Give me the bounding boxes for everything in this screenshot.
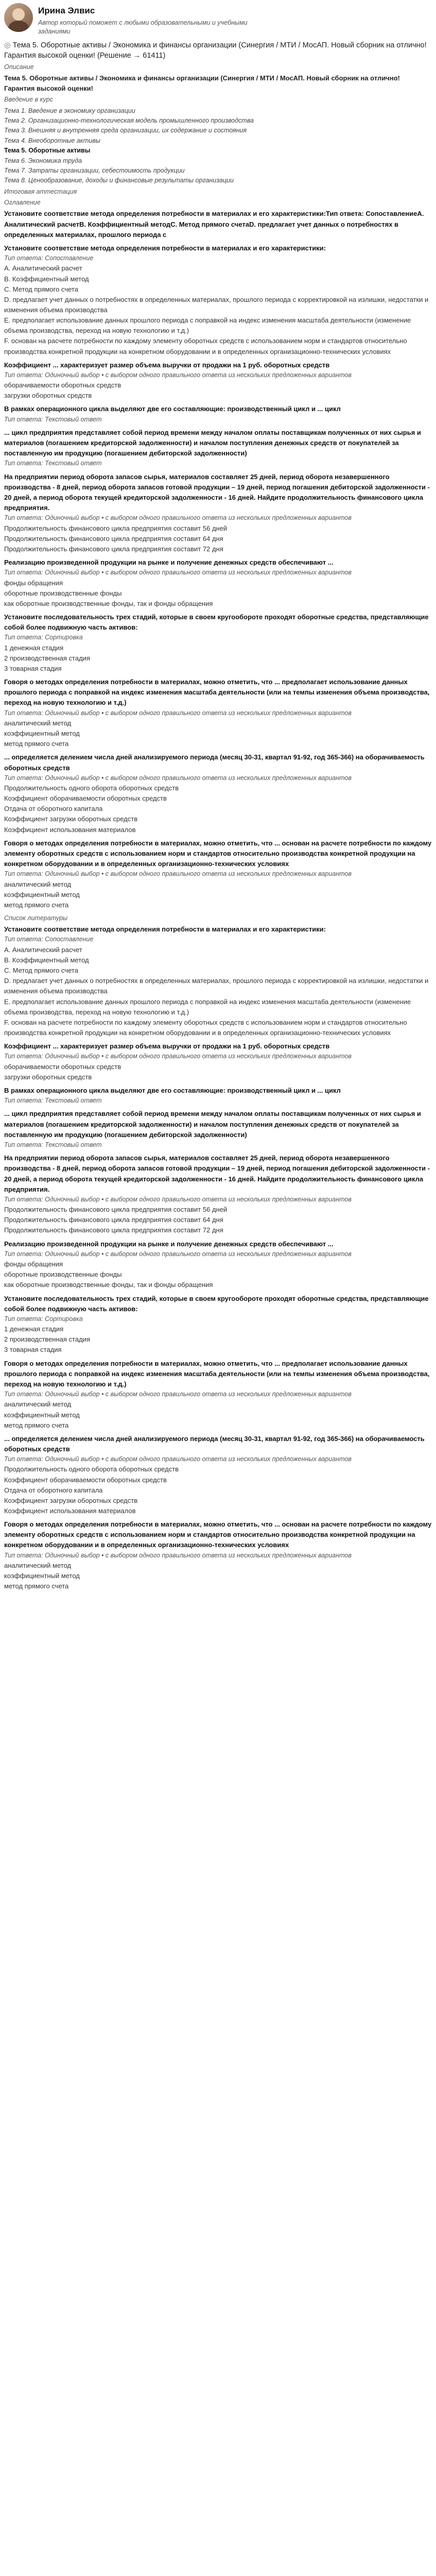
task-question: Говоря о методах определения потребности в материалах, можно отметить, что ... предполагает использование данных прошлого периода с поправкой на индекс изменения масштаба деятельности (или на темпы изменения объема производства, переход на новую технологию и т.д.) [4, 1359, 430, 1388]
page-title-text: Тема 5. Оборотные активы / Экономика и финансы организации (Синергия / МТИ / МосАП. Новый сборник на отлично! Гарантия высокой оценки! (Решение → 61411) [4, 41, 427, 60]
task-option: аналитический метод [4, 880, 72, 888]
task-answer-type: Тип ответа: Одиночный выбор • с выбором одного правильного ответа из нескольких предложенных вариантов [4, 774, 352, 782]
task-answer-type: Тип ответа: Текстовый ответ [4, 415, 102, 423]
task-block [4, 1239, 432, 1291]
task-option: как оборотные производственные фонды, так и фонды обращения [4, 1281, 213, 1289]
task-answer-type: Тип ответа: Сортировка [4, 634, 83, 641]
task-answer-type: Тип ответа: Одиночный выбор • с выбором одного правильного ответа из нескольких предложенных вариантов [4, 709, 352, 717]
task-option: коэффициентный метод [4, 730, 80, 738]
literature-label: Список литературы [4, 914, 68, 922]
task-block [4, 557, 432, 609]
task-option: метод прямого счета [4, 1582, 69, 1590]
task-answer-type: Тип ответа: Одиночный выбор • с выбором одного правильного ответа из нескольких предложенных вариантов [4, 1551, 352, 1559]
task-block [4, 1041, 432, 1082]
task-option: коэффициентный метод [4, 1411, 80, 1419]
task-option: Продолжительность одного оборота оборотных средств [4, 784, 179, 792]
task-question: ... цикл предприятия представляет собой период времени между началом оплаты поставщикам полученных от них сырья и материалов (погашением кредиторской задолженности) и началом поступления денежных средств от покупателей за поставленную им продукцию (погашением дебиторской задолженности) [4, 428, 421, 457]
task-option: Продолжительность финансового цикла предприятия составит 64 дня [4, 1216, 223, 1224]
task-option: Продолжительность финансового цикла предприятия составит 56 дней [4, 524, 228, 532]
task-option: 2 производственная стадия [4, 654, 90, 662]
repeat-title: Тема 5. Оборотные активы / Экономика и финансы организации (Синергия / МТИ / МосАП. Новый сборник на отлично! Гарантия высокой оценки! [4, 74, 400, 93]
topic-item[interactable]: Тема 6. Экономика труда [4, 157, 82, 164]
task-option: A. Аналитический расчет [4, 945, 82, 954]
task-option: загрузки оборотных средств [4, 392, 92, 400]
task-option: метод прямого счета [4, 740, 69, 748]
task-option: как оборотные производственные фонды, так и фонды обращения [4, 599, 213, 607]
task-option: Коэффициент оборачиваемости оборотных средств [4, 1476, 167, 1484]
author-card [4, 3, 432, 36]
task-question: ... определяется делением числа дней анализируемого периода (месяц 30-31, квартал 91-92, год 365-366) на оборачиваемость оборотных средств [4, 1434, 425, 1453]
topic-list [4, 106, 432, 186]
task-answer-type: Тип ответа: Одиночный выбор • с выбором одного правильного ответа из нескольких предложенных вариантов [4, 569, 352, 577]
task-block [4, 752, 432, 835]
task-option: Коэффициент использования материалов [4, 825, 136, 834]
task-option: Продолжительность финансового цикла предприятия составит 64 дня [4, 534, 223, 543]
task-block [4, 1434, 432, 1516]
task-block [4, 677, 432, 749]
task-option: аналитический метод [4, 1561, 72, 1569]
task-option: метод прямого счета [4, 901, 69, 909]
task-answer-type: Тип ответа: Одиночный выбор • с выбором одного правильного ответа из нескольких предложенных вариантов [4, 514, 352, 522]
task-answer-type: Тип ответа: Одиночный выбор • с выбором одного правильного ответа из нескольких предложенных вариантов [4, 1455, 352, 1463]
task-question: Установите последовательность трех стадий, которые в своем кругообороте проходят оборотные средства, представляющие собой более подвижную часть активов: [4, 1294, 429, 1313]
task-question: Говоря о методах определения потребности в материалах, можно отметить, что ... основан на расчете потребности по каждому элементу оборотных средств с использованием норм и стандартов относительно производства конкретной продукции на конкретном оборудовании и в определенных организационно-технических условиях [4, 1520, 432, 1549]
task-question: На предприятии период оборота запасов сырья, материалов составляет 25 дней, период оборота незавершенного производства - 8 дней, период оборота запасов готовой продукции – 19 дней, период погашения дебиторской задолженности - 20 дней, а период оборота текущей кредиторской задолженности - 16 дней. Найдите продолжительность финансового цикла предприятия. [4, 1154, 430, 1193]
task-option: метод прямого счета [4, 1421, 69, 1429]
task-block [4, 838, 432, 910]
task-answer-type: Тип ответа: Сопоставление [4, 255, 94, 262]
task-option: C. Метод прямого счета [4, 285, 78, 293]
task-option: Коэффициент оборачиваемости оборотных средств [4, 794, 167, 803]
task-block [4, 1519, 432, 1591]
topic-item[interactable]: Тема 7. Затраты организации, себестоимость продукции [4, 166, 185, 174]
task-answer-type: Тип ответа: Текстовый ответ [4, 1141, 102, 1148]
task-block [4, 1109, 432, 1150]
topic-item[interactable]: Тема 8. Ценообразование, доходы и финансовые результаты организации [4, 177, 234, 184]
task-question: Установите соответствие метода определения потребности в материалах и его характеристики: [4, 925, 326, 934]
topic-item[interactable]: Тема 5. Оборотные активы [4, 147, 91, 155]
topic-item[interactable]: Тема 3. Внешняя и внутренняя среда организации, их содержание и состояния [4, 127, 247, 134]
task-option: 1 денежная стадия [4, 643, 64, 652]
task-answer-type: Тип ответа: Одиночный выбор • с выбором одного правильного ответа из нескольких предложенных вариантов [4, 1053, 352, 1060]
task-block [4, 1359, 432, 1431]
task-block [4, 472, 432, 554]
task-question: Говоря о методах определения потребности в материалах, можно отметить, что ... предполагает использование данных прошлого периода с поправкой на индекс изменения масштаба деятельности (или на темпы изменения объема производства, переход на новую технологию и т.д.) [4, 678, 430, 707]
task-question: ... цикл предприятия представляет собой период времени между началом оплаты поставщикам полученных от них сырья и материалов (погашением кредиторской задолженности) и началом поступления денежных средств от покупателей за поставленную им продукцию (погашением дебиторской задолженности) [4, 1110, 421, 1139]
task-option: аналитический метод [4, 719, 72, 727]
task-answer-type: Тип ответа: Одиночный выбор • с выбором одного правильного ответа из нескольких предложенных вариантов [4, 870, 352, 878]
task-option: фонды обращения [4, 579, 63, 587]
toc-label: Оглавление [4, 199, 41, 207]
task-option: 3 товарная стадия [4, 1346, 62, 1354]
task-answer-type: Тип ответа: Одиночный выбор • с выбором одного правильного ответа из нескольких предложенных вариантов [4, 1195, 352, 1203]
footer-spacer [4, 1595, 432, 1598]
task-answer-type: Тип ответа: Сортировка [4, 1315, 83, 1323]
task-question: В рамках операционного цикла выделяют две его составляющие: производственный цикл и ... цикл [4, 405, 341, 413]
intro-label: Введение в курс [4, 96, 53, 104]
task-option: фонды обращения [4, 1260, 63, 1268]
task-option: Коэффициент загрузки оборотных средств [4, 1496, 138, 1504]
author-info [38, 3, 254, 36]
task-answer-type: Тип ответа: Одиночный выбор • с выбором одного правильного ответа из нескольких предложенных вариантов [4, 1391, 352, 1398]
task-option: загрузки оборотных средств [4, 1073, 92, 1081]
task-block [4, 209, 432, 240]
task-answer-type: Тип ответа: Текстовый ответ [4, 1097, 102, 1105]
task-question: Реализацию произведенной продукции на рынке и получение денежных средств обеспечивают ... [4, 1240, 334, 1248]
task-option: коэффициентный метод [4, 890, 80, 899]
task-option: E. предполагает использование данных прошлого периода с поправкой на индекс изменения масштаба деятельности (изменение объема производства, переход на новую технологию и т.д.) [4, 316, 411, 335]
task-option: Отдача от оборотного капитала [4, 1486, 103, 1494]
task-block [4, 1294, 432, 1355]
task-option: оборачиваемости оборотных средств [4, 381, 121, 389]
description-label: Описание [4, 63, 34, 71]
task-block [4, 924, 432, 1038]
author-description: Автор который поможет с любыми образовательными и учебными заданиями [38, 19, 248, 36]
task-option: C. Метод прямого счета [4, 967, 78, 975]
task-list-b [4, 924, 432, 1591]
task-block [4, 360, 432, 401]
task-block [4, 1086, 432, 1106]
topic-item[interactable]: Тема 1. Введение в экономику организации [4, 107, 135, 114]
task-option: D. предлагает учет данных о потребностях в определенных материалах, прошлого периода с корректировкой на излишки, недостатки и изменения объема производства [4, 977, 429, 995]
page-title [4, 40, 432, 61]
avatar[interactable] [4, 3, 33, 32]
task-option: B. Коэффициентный метод [4, 275, 89, 283]
target-icon: ◎ [4, 41, 11, 50]
task-answer-type: Тип ответа: Сопоставление [4, 936, 94, 943]
task-option: B. Коэффициентный метод [4, 956, 89, 964]
task-option: Продолжительность финансового цикла предприятия составит 72 дня [4, 1226, 223, 1234]
task-question: В рамках операционного цикла выделяют две его составляющие: производственный цикл и ... цикл [4, 1086, 341, 1094]
task-block [4, 404, 432, 425]
task-question: Установите соответствие метода определения потребности в материалах и его характеристики:Тип ответа: СопоставлениеA. Аналитический расчетB. Коэффициентный методC. Метод прямого счетаD. предлагает учет данных о потребностях в определенных материалах, прошлого периода с [4, 210, 424, 239]
task-option: аналитический метод [4, 1400, 72, 1409]
task-question: Коэффициент ... характеризует размер объема выручки от продажи на 1 руб. оборотных средств [4, 361, 330, 369]
task-option: оборотные производственные фонды [4, 1270, 122, 1279]
task-option: D. предлагает учет данных о потребностях в определенных материалах, прошлого периода с корректировкой на излишки, недостатки и изменения объема производства [4, 295, 429, 314]
task-block [4, 612, 432, 674]
task-option: Продолжительность финансового цикла предприятия составит 72 дня [4, 545, 223, 553]
task-option: F. основан на расчете потребности по каждому элементу оборотных средств с использованием норм и стандартов относительно производства конкретной продукции на конкретном оборудовании и в определенных организационно-технических условиях [4, 337, 407, 355]
task-option: Коэффициент загрузки оборотных средств [4, 815, 138, 823]
task-option: Продолжительность одного оборота оборотных средств [4, 1465, 179, 1473]
task-option: 2 производственная стадия [4, 1335, 90, 1344]
task-block [4, 1153, 432, 1235]
author-name[interactable]: Ирина Элвис [38, 6, 95, 15]
task-question: Установите соответствие метода определения потребности в материалах и его характеристики: [4, 244, 326, 252]
task-answer-type: Тип ответа: Текстовый ответ [4, 460, 102, 467]
task-option: оборотные производственные фонды [4, 589, 122, 597]
task-option: коэффициентный метод [4, 1572, 80, 1580]
task-question: Реализацию произведенной продукции на рынке и получение денежных средств обеспечивают ... [4, 558, 334, 567]
task-option: Отдача от оборотного капитала [4, 805, 103, 813]
task-option: Коэффициент использования материалов [4, 1507, 136, 1515]
task-question: Коэффициент ... характеризует размер объема выручки от продажи на 1 руб. оборотных средств [4, 1042, 330, 1050]
task-option: 3 товарная стадия [4, 665, 62, 673]
final-label: Итоговая аттестация [4, 188, 77, 195]
topic-item[interactable]: Тема 4. Внеоборотные активы [4, 137, 100, 144]
task-question: Говоря о методах определения потребности в материалах, можно отметить, что ... основан на расчете потребности по каждому элементу оборотных средств с использованием норм и стандартов относительно производства конкретной продукции на конкретном оборудовании и в определенных организационно-технических условиях [4, 839, 432, 868]
task-block [4, 243, 432, 357]
task-answer-type: Тип ответа: Одиночный выбор • с выбором одного правильного ответа из нескольких предложенных вариантов [4, 371, 352, 379]
task-option: F. основан на расчете потребности по каждому элементу оборотных средств с использованием норм и стандартов относительно производства конкретной продукции на конкретном оборудовании и в определенных организационно-технических условиях [4, 1018, 407, 1037]
task-question: ... определяется делением числа дней анализируемого периода (месяц 30-31, квартал 91-92, год 365-366) на оборачиваемость оборотных средств [4, 753, 425, 772]
topic-item[interactable]: Тема 2. Организационно-технологическая модель промышленного производства [4, 117, 254, 125]
task-list-a [4, 209, 432, 910]
task-option: оборачиваемости оборотных средств [4, 1062, 121, 1071]
task-block [4, 428, 432, 469]
task-option: 1 денежная стадия [4, 1325, 64, 1333]
task-question: Установите последовательность трех стадий, которые в своем кругообороте проходят оборотные средства, представляющие собой более подвижную часть активов: [4, 613, 429, 632]
task-question: На предприятии период оборота запасов сырья, материалов составляет 25 дней, период оборота незавершенного производства - 8 дней, период оборота запасов готовой продукции – 19 дней, период погашения дебиторской задолженности - 20 дней, а период оборота текущей кредиторской задолженности - 16 дней. Найдите продолжительность финансового цикла предприятия. [4, 472, 430, 512]
task-option: Продолжительность финансового цикла предприятия составит 56 дней [4, 1206, 228, 1214]
task-answer-type: Тип ответа: Одиночный выбор • с выбором одного правильного ответа из нескольких предложенных вариантов [4, 1250, 352, 1258]
task-option: A. Аналитический расчет [4, 264, 82, 273]
task-option: E. предполагает использование данных прошлого периода с поправкой на индекс изменения масштаба деятельности (изменение объема производства, переход на новую технологию и т.д.) [4, 997, 411, 1016]
